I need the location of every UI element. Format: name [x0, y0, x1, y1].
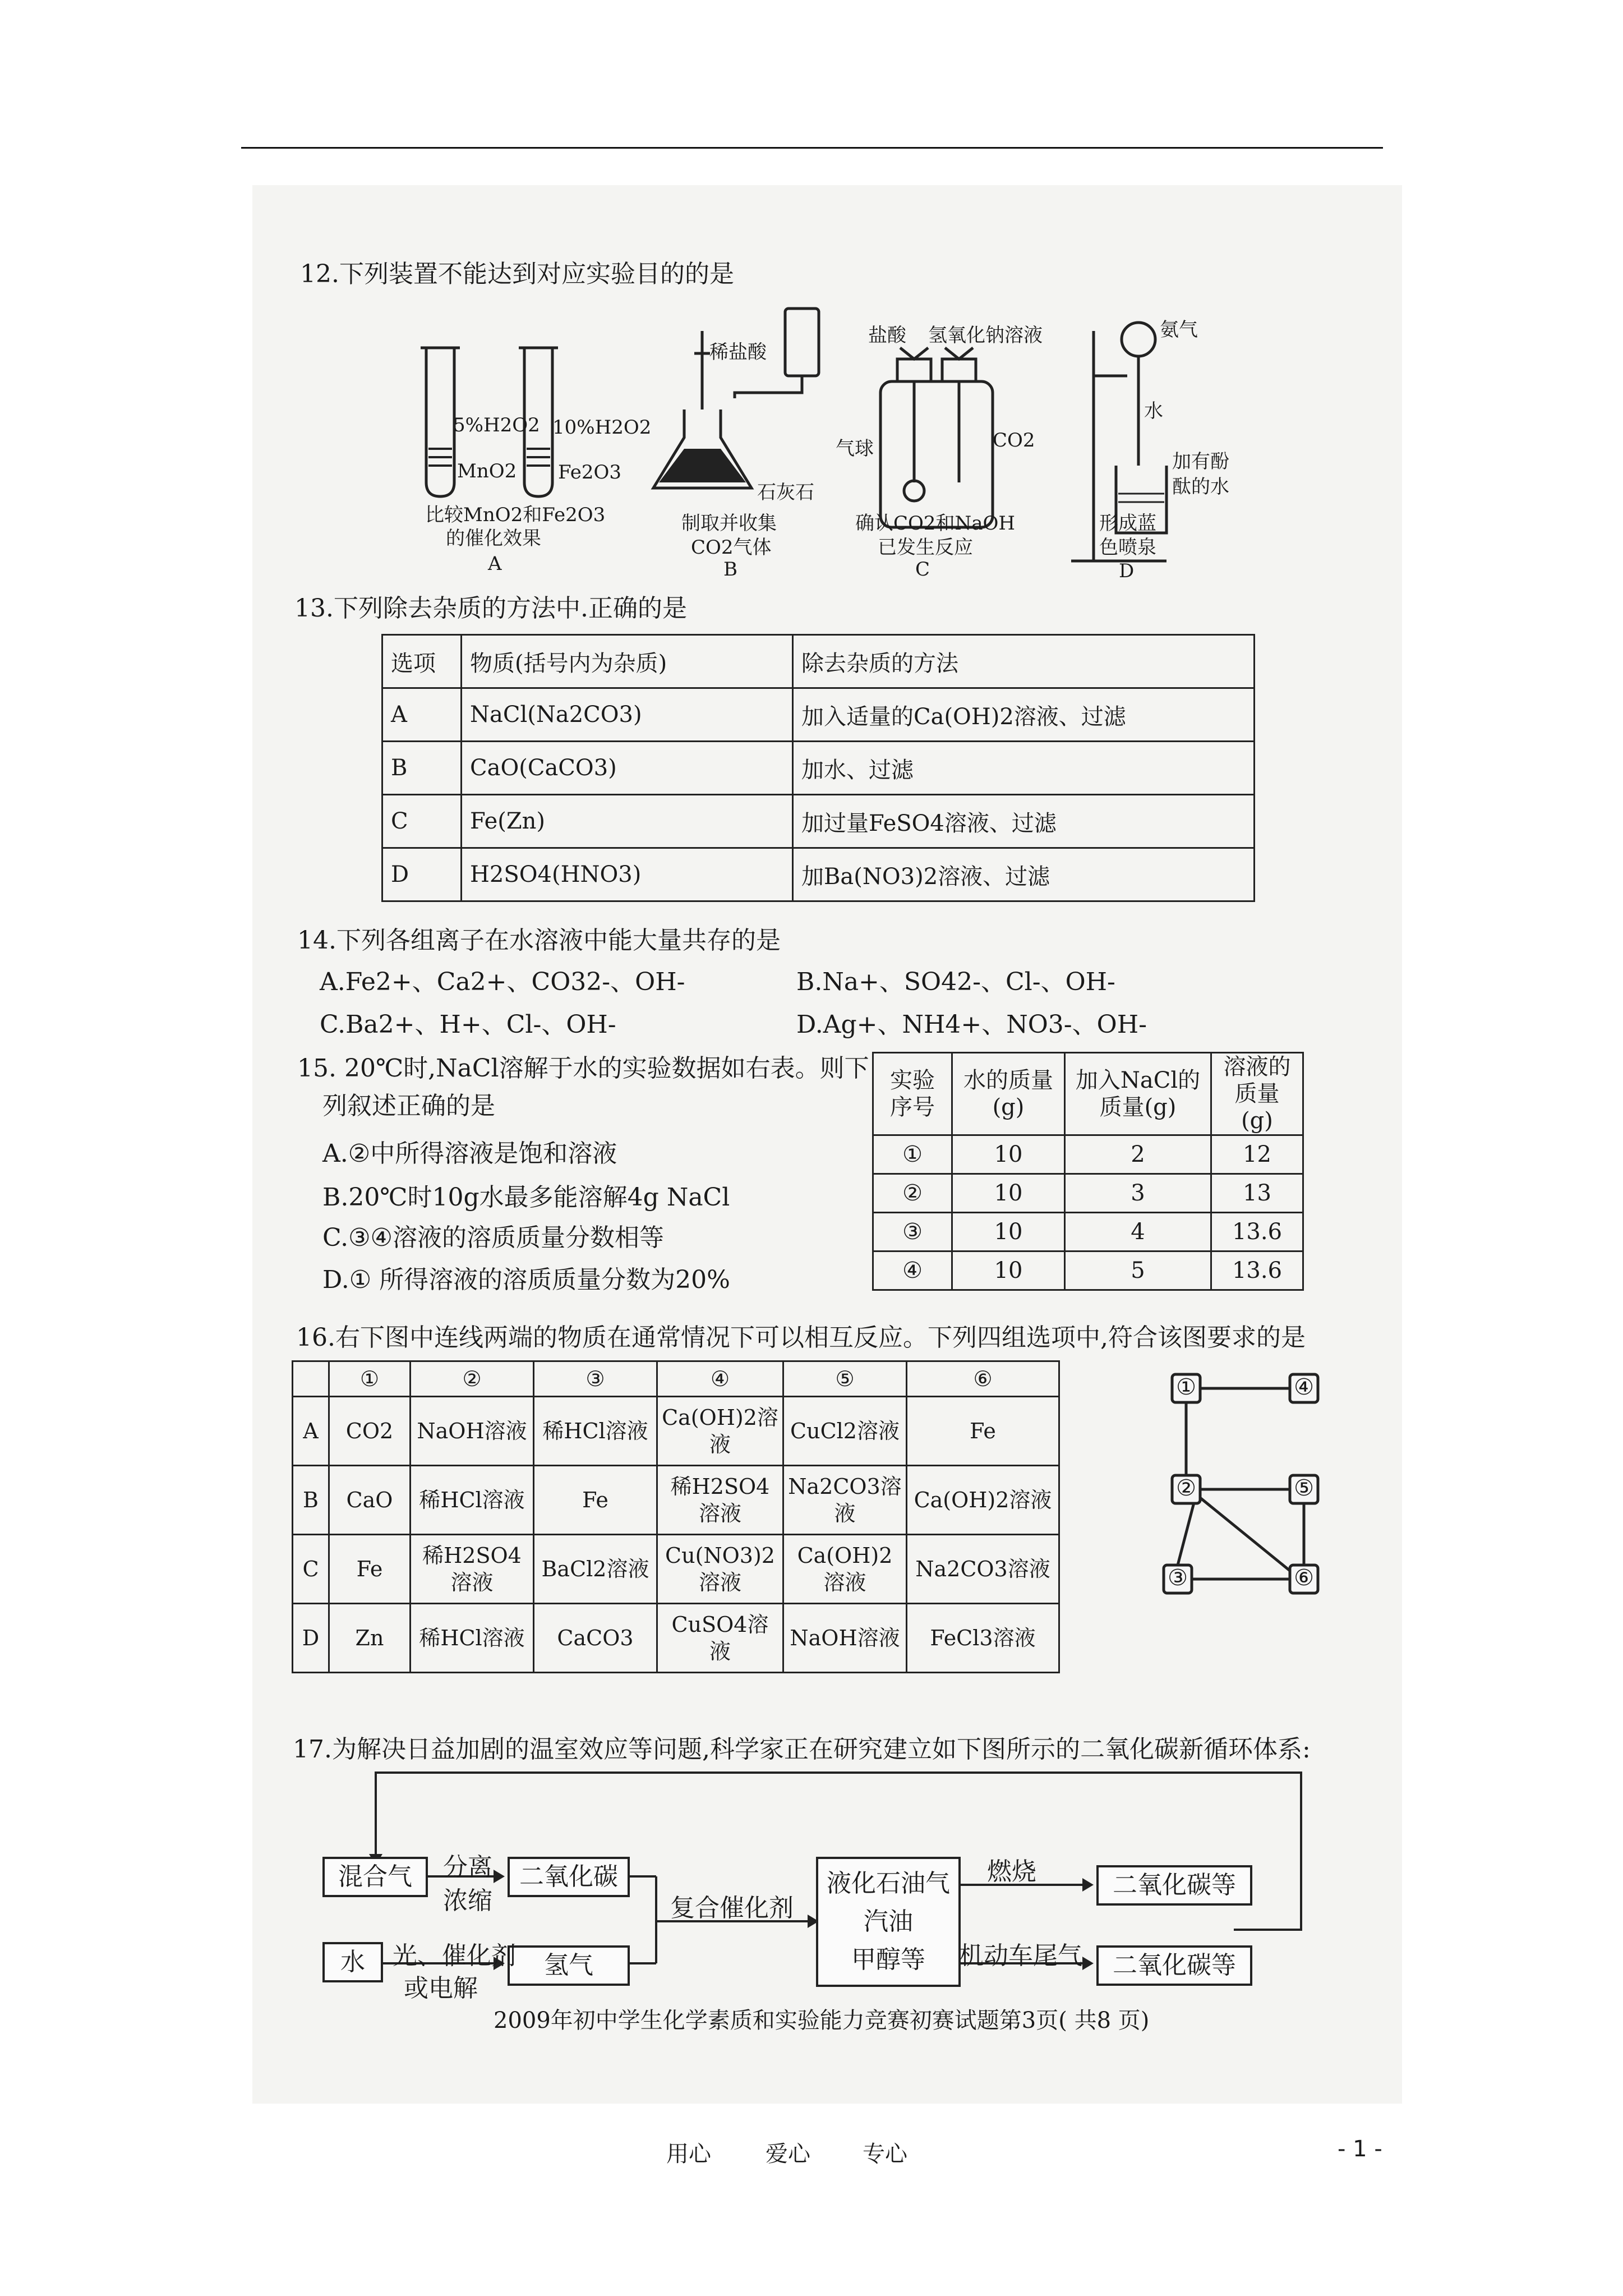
table-cell: 13.6 — [1211, 1213, 1303, 1251]
q12-b-label-2: 石灰石 — [757, 481, 814, 504]
table-cell: 10 — [952, 1251, 1065, 1290]
table-cell: CuSO4溶液 — [657, 1604, 783, 1673]
q15-option-b: B.20℃时10g水最多能溶解4g NaCl — [322, 1183, 730, 1212]
q12-d-label-4: 酞的水 — [1172, 476, 1229, 498]
q12-a-label-4: Fe2O3 — [558, 461, 621, 484]
q12-a-label-2: 10%H2O2 — [552, 416, 652, 439]
table-cell: ② — [873, 1174, 952, 1213]
q12-b-caption-3: B — [723, 558, 737, 581]
table-cell: 12 — [1211, 1135, 1303, 1174]
table-cell: 10 — [952, 1174, 1065, 1213]
q12-a-caption-1: 比较MnO2和Fe2O3 — [425, 504, 606, 526]
table-header — [293, 1361, 329, 1397]
q12-d-caption-2: 色喷泉 — [1099, 536, 1156, 559]
table-cell: Fe — [534, 1466, 657, 1535]
q14-stem: 14.下列各组离子在水溶液中能大量共存的是 — [297, 926, 781, 955]
table-header: ⑤ — [783, 1361, 907, 1397]
table-header-row — [382, 635, 1255, 688]
table-cell: Ca(OH)2溶液 — [657, 1397, 783, 1466]
table-cell: NaOH溶液 — [411, 1397, 534, 1466]
mixed-gas-box: 混合气 — [322, 1857, 428, 1897]
q12-b-caption-2: CO2气体 — [691, 536, 772, 559]
q15-stem-line1: 15. 20℃时,NaCl溶解于水的实验数据如右表。则下 — [297, 1054, 869, 1083]
table-header: ① — [329, 1361, 411, 1397]
q15-option-c: C.③④溶液的溶质质量分数相等 — [322, 1223, 664, 1252]
table-cell: CaO(CaCO3) — [462, 742, 793, 795]
table-row — [382, 742, 1255, 795]
footer-motto-2: 爱心 — [766, 2141, 810, 2167]
water-box: 水 — [322, 1942, 383, 1982]
table-row — [873, 1174, 1303, 1213]
table-row — [873, 1135, 1303, 1174]
table-cell: C — [382, 795, 462, 848]
table-cell: FeCl3溶液 — [907, 1604, 1059, 1673]
q12-c-caption-3: C — [915, 558, 930, 581]
label-exhaust: 机动车尾气 — [959, 1941, 1082, 1970]
table-cell: Ca(OH)2溶液 — [907, 1466, 1059, 1535]
table-cell: Na2CO3溶液 — [907, 1535, 1059, 1604]
q14-option-c: C.Ba2+、H+、Cl-、OH- — [320, 1010, 616, 1039]
table-header: 水的质量(g) — [952, 1053, 1065, 1135]
q13-table — [381, 634, 1255, 902]
table-cell: Ca(OH)2溶液 — [783, 1535, 907, 1604]
footer-motto-3: 专心 — [863, 2141, 907, 2167]
q12-b-caption-1: 制取并收集 — [681, 512, 777, 535]
label-light-catalyst: 光、催化剂 — [393, 1941, 516, 1970]
q14-option-b: B.Na+、SO42-、Cl-、OH- — [796, 968, 1115, 996]
round-flask — [1122, 323, 1155, 356]
q12-d-caption-3: D — [1119, 560, 1135, 582]
table-header: 实验序号 — [873, 1053, 952, 1135]
table-header: 物质(括号内为杂质) — [462, 635, 793, 688]
table-cell: CuCl2溶液 — [783, 1397, 907, 1466]
table-cell: 10 — [952, 1135, 1065, 1174]
output-box-2: 二氧化碳等 — [1096, 1945, 1252, 1986]
table-cell: 稀HCl溶液 — [411, 1604, 534, 1673]
header-rule — [241, 147, 1383, 149]
table-cell: BaCl2溶液 — [534, 1535, 657, 1604]
test-tube-a1 — [426, 348, 454, 496]
table-cell: H2SO4(HNO3) — [462, 848, 793, 901]
table-header-row — [873, 1053, 1303, 1135]
label-electrolysis: 或电解 — [404, 1974, 478, 2003]
table-cell: 加入适量的Ca(OH)2溶液、过滤 — [793, 688, 1255, 742]
table-cell: 稀HCl溶液 — [534, 1397, 657, 1466]
table-cell: D — [382, 848, 462, 901]
table-cell: Fe(Zn) — [462, 795, 793, 848]
table-cell: Na2CO3溶液 — [783, 1466, 907, 1535]
q12-a-caption-2: 的催化效果 — [446, 527, 541, 550]
q13-stem: 13.下列除去杂质的方法中.正确的是 — [294, 594, 687, 623]
table-cell: D — [293, 1604, 329, 1673]
table-cell: CaCO3 — [534, 1604, 657, 1673]
table-row — [293, 1397, 1059, 1466]
table-header: 溶液的质量(g) — [1211, 1053, 1303, 1135]
table-header: ⑥ — [907, 1361, 1059, 1397]
table-cell: A — [293, 1397, 329, 1466]
table-cell: ③ — [873, 1213, 952, 1251]
table-cell: C — [293, 1535, 329, 1604]
q12-d-label-1: 氨气 — [1160, 319, 1198, 341]
table-header: ④ — [657, 1361, 783, 1397]
table-cell: 5 — [1065, 1251, 1211, 1290]
table-cell: B — [293, 1466, 329, 1535]
q12-c-label-1: 盐酸 — [868, 324, 906, 347]
table-cell: CO2 — [329, 1397, 411, 1466]
q12-c-caption-1: 确认CO2和NaOH — [855, 512, 1016, 535]
table-row — [293, 1604, 1059, 1673]
table-cell: CaO — [329, 1466, 411, 1535]
footer-motto-1: 用心 — [666, 2141, 711, 2167]
table-cell: Cu(NO3)2溶液 — [657, 1535, 783, 1604]
q15-option-d: D.① 所得溶液的溶质质量分数为20% — [322, 1266, 730, 1294]
table-header: 选项 — [382, 635, 462, 688]
table-row — [873, 1251, 1303, 1290]
q12-d-label-2: 水 — [1144, 400, 1163, 422]
node-1: ① — [1176, 1374, 1196, 1400]
gas-bottle — [880, 381, 993, 527]
table-cell: 加水、过滤 — [793, 742, 1255, 795]
table-cell: Zn — [329, 1604, 411, 1673]
q14-option-a: A.Fe2+、Ca2+、CO32-、OH- — [320, 968, 685, 996]
q15-option-a: A.②中所得溶液是饱和溶液 — [322, 1139, 617, 1168]
table-cell: NaCl(Na2CO3) — [462, 688, 793, 742]
product-lpg: 液化石油气 — [827, 1869, 950, 1898]
q12-c-caption-2: 已发生反应 — [878, 536, 973, 559]
q12-a-label-3: MnO2 — [457, 460, 517, 482]
table-cell: 稀H2SO4溶液 — [657, 1466, 783, 1535]
table-cell: ④ — [873, 1251, 952, 1290]
table-row — [382, 688, 1255, 742]
product-methanol: 甲醇等 — [851, 1945, 925, 1974]
table-header: ③ — [534, 1361, 657, 1397]
node-2: ② — [1176, 1475, 1196, 1501]
q12-d-label-3: 加有酚 — [1172, 450, 1229, 473]
table-cell: 13.6 — [1211, 1251, 1303, 1290]
table-cell: 10 — [952, 1213, 1065, 1251]
q12-a-label-1: 5%H2O2 — [453, 414, 540, 436]
q17-stem: 17.为解决日益加剧的温室效应等问题,科学家正在研究建立如下图所示的二氧化碳新循环体系: — [293, 1735, 1311, 1764]
table-cell: 3 — [1065, 1174, 1211, 1213]
q16-stem: 16.右下图中连线两端的物质在通常情况下可以相互反应。下列四组选项中,符合该图要求的是 — [296, 1323, 1306, 1352]
q12-b-label-1: 稀盐酸 — [709, 341, 767, 364]
q12-c-label-4: CO2 — [993, 429, 1035, 452]
q12-a-caption-3: A — [488, 553, 502, 575]
q16-table — [292, 1360, 1060, 1673]
node-5: ⑤ — [1294, 1475, 1314, 1501]
q12-c-label-2: 氢氧化钠溶液 — [928, 324, 1043, 347]
table-row — [873, 1213, 1303, 1251]
table-cell: 稀H2SO4溶液 — [411, 1535, 534, 1604]
table-cell: A — [382, 688, 462, 742]
label-separate: 分离 — [443, 1853, 492, 1881]
table-header: 加入NaCl的质量(g) — [1065, 1053, 1211, 1135]
page-number: - 1 - — [1338, 2136, 1382, 2162]
table-cell: Fe — [329, 1535, 411, 1604]
label-composite-catalyst: 复合催化剂 — [670, 1894, 794, 1922]
table-cell: 加Ba(NO3)2溶液、过滤 — [793, 848, 1255, 901]
co2-box: 二氧化碳 — [508, 1857, 630, 1897]
node-4: ④ — [1294, 1374, 1314, 1400]
table-cell: NaOH溶液 — [783, 1604, 907, 1673]
q12-stem: 12.下列装置不能达到对应实验目的的是 — [300, 260, 734, 288]
q12-d-caption-1: 形成蓝 — [1099, 512, 1156, 535]
q12-c-label-3: 气球 — [836, 438, 874, 460]
label-burn: 燃烧 — [987, 1857, 1036, 1886]
table-row — [382, 848, 1255, 901]
product-gasoline: 汽油 — [864, 1907, 913, 1936]
table-row — [293, 1535, 1059, 1604]
table-row — [382, 795, 1255, 848]
table-cell: 加过量FeSO4溶液、过滤 — [793, 795, 1255, 848]
q15-table — [872, 1052, 1304, 1291]
table-header: ② — [411, 1361, 534, 1397]
output-box-1: 二氧化碳等 — [1096, 1865, 1252, 1906]
table-cell: ① — [873, 1135, 952, 1174]
node-6: ⑥ — [1294, 1565, 1314, 1591]
table-cell: Fe — [907, 1397, 1059, 1466]
table-cell: 4 — [1065, 1213, 1211, 1251]
q15-stem-line2: 列叙述正确的是 — [322, 1092, 495, 1120]
q14-option-d: D.Ag+、NH4+、NO3-、OH- — [796, 1010, 1147, 1039]
label-concentrate: 浓缩 — [443, 1887, 492, 1915]
table-header: 除去杂质的方法 — [793, 635, 1255, 688]
table-cell: 13 — [1211, 1174, 1303, 1213]
page-caption: 2009年初中学生化学素质和实验能力竞赛初赛试题第3页( 共8 页) — [494, 2008, 1150, 2033]
table-cell: 2 — [1065, 1135, 1211, 1174]
table-cell: B — [382, 742, 462, 795]
table-header-row — [293, 1361, 1059, 1397]
h2-box: 氢气 — [508, 1945, 630, 1986]
node-3: ③ — [1168, 1565, 1188, 1591]
table-row — [293, 1466, 1059, 1535]
table-cell: 稀HCl溶液 — [411, 1466, 534, 1535]
products-box — [816, 1857, 961, 1987]
